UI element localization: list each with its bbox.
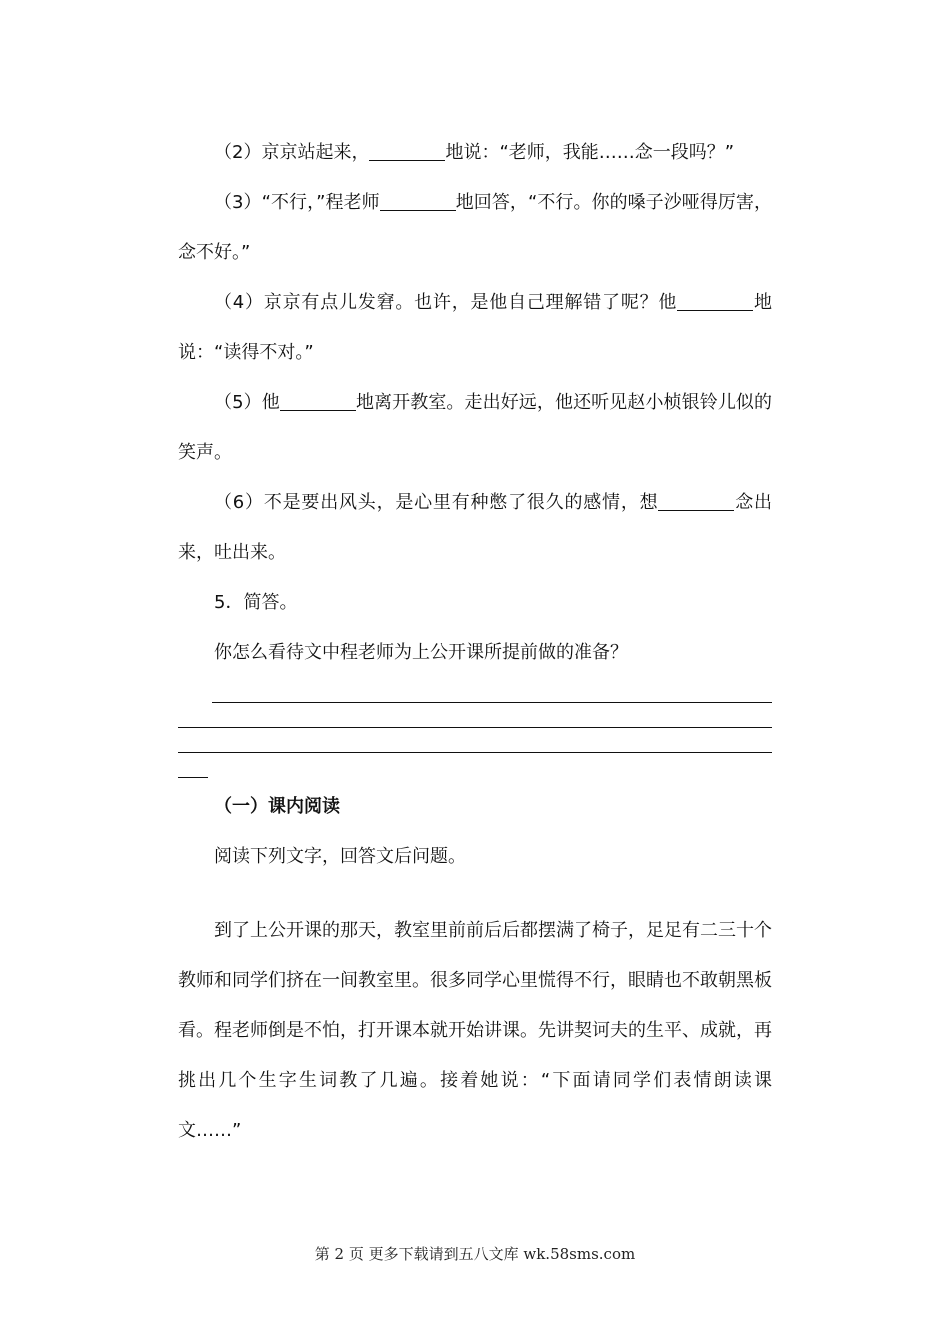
section-heading: （一）课内阅读 (214, 796, 340, 817)
q3-text-before: （3）“不行，”程老师 (214, 192, 380, 213)
answer-line[interactable] (178, 703, 772, 728)
q4-blank[interactable] (677, 292, 753, 311)
q2-text-after: 地说：“老师，我能……念一段吗？” (445, 142, 735, 163)
q3-blank[interactable] (380, 192, 456, 211)
section-5-prompt: 你怎么看待文中程老师为上公开课所提前做的准备？ (214, 642, 628, 663)
answer-line[interactable] (178, 753, 208, 778)
q6-text-before: （6）不是要出风头，是心里有种憋了很久的感情，想 (214, 492, 659, 513)
section-5-title: 5．简答。 (214, 592, 298, 613)
reading-instruction: 阅读下列文字，回答文后问题。 (214, 846, 466, 867)
reading-passage: 到了上公开课的那天，教室里前前后后都摆满了椅子，足足有二三十个教师和同学们挤在一间教室里。很多同学心里慌得不行，眼睛也不敢朝黑板看。程老师倒是不怕，打开课本就开始讲课。先讲契诃夫的生平、成就，再挑出几个生字生词教了几遍。接着她说：“下面请同学们表情朗读课文……” (178, 920, 772, 1141)
spacer (178, 882, 772, 906)
q4-text-after: 地说：“读得不对。” (178, 292, 773, 363)
question-2 (178, 128, 772, 178)
question-5 (178, 378, 772, 478)
q2-blank[interactable] (369, 142, 445, 161)
q5-blank[interactable] (280, 392, 356, 411)
q4-text-before: （4）京京有点儿发窘。也许，是他自己理解错了呢？他 (214, 292, 678, 313)
q3-text-after: 地回答，“不行。你的嗓子沙哑得厉害，念不好。” (178, 192, 772, 263)
answer-line[interactable] (212, 684, 772, 703)
q6-blank[interactable] (658, 492, 734, 511)
question-3 (178, 178, 772, 278)
q6-text-after: 念出来，吐出来。 (178, 492, 773, 563)
q2-text-before: （2）京京站起来， (214, 142, 370, 163)
question-6 (178, 478, 772, 578)
answer-line[interactable] (178, 728, 772, 753)
page-footer: 第 2 页 更多下载请到五八文库 wk.58sms.com (314, 1245, 636, 1263)
q5-text-before: （5）他 (214, 392, 280, 413)
answer-lines[interactable] (178, 684, 772, 778)
question-4 (178, 278, 772, 378)
document-body (178, 128, 772, 1156)
q5-text-after: 地离开教室。走出好远，他还听见赵小桢银铃儿似的笑声。 (178, 392, 773, 463)
